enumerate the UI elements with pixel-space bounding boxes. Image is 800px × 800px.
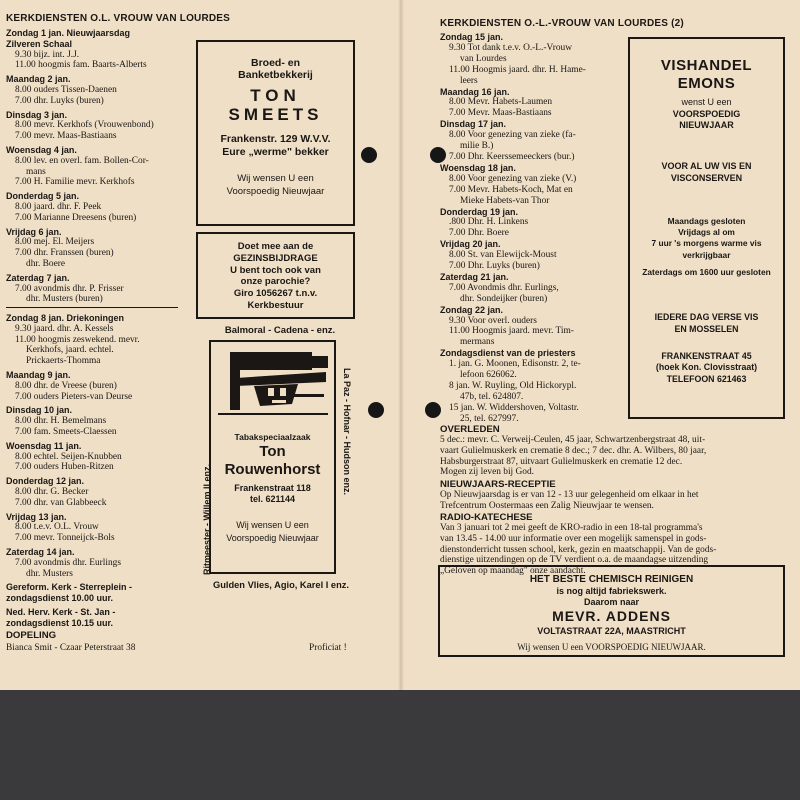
schedule-entry: 7.00 dhr. Luyks (buren)	[15, 95, 104, 106]
schedule-entry: 8.00 Voor genezing van zieke (fa-	[449, 130, 576, 141]
ad-vis-line: VOORSPOEDIG	[672, 108, 741, 119]
ad-vis-line: Vrijdags al om	[678, 226, 735, 237]
text-line: Habsburgerstraat 87, uitvaart Gulielmuskerk en crematie 12 dec.	[440, 456, 683, 467]
schedule-week-3	[440, 32, 586, 425]
ad-vis-line: IEDERE DAG VERSE VIS	[654, 311, 759, 322]
ad-smeets-slogan: Eure „werme" bekker	[222, 146, 329, 158]
proficiat-text: Proficiat !	[309, 643, 347, 653]
ad-vis-line: verkrijgbaar	[682, 249, 731, 260]
text-line: Van 3 januari tot 2 mei geeft de KRO-radio in een 18-tal programma's	[440, 523, 703, 533]
ad-addens-wish: Wij wensen U een VOORSPOEDIG NIEUWJAAR.	[517, 642, 706, 652]
divider	[6, 307, 178, 308]
schedule-day-heading: Woensdag 18 jan.	[440, 162, 516, 173]
ad-vis-address: (hoek Kon. Clovisstraat)	[655, 362, 758, 373]
schedule-entry: 47b, tel. 624807.	[460, 391, 524, 402]
hat-smoker-illustration-icon	[214, 348, 332, 420]
schedule-entry: mans	[26, 166, 46, 177]
punch-hole	[425, 402, 441, 418]
schedule-day-heading: Zondag 15 jan.	[440, 32, 504, 42]
ad-vis-line: EN MOSSELEN	[674, 323, 739, 334]
schedule-entry: 7.00 dhr. Franssen (buren)	[15, 248, 114, 259]
schedule-day-heading: zondagsdienst 10.15 uur.	[6, 617, 114, 628]
ad-tabak-right-brands: La Paz - Hofnar - Hudson enz.	[342, 368, 352, 496]
schedule-day-heading: Zilveren Schaal	[6, 38, 73, 49]
schedule-entry: 7.00 Mevr. Maas-Bastiaans	[449, 108, 552, 119]
ad-vis-line: VOOR AL UW VIS EN	[661, 160, 752, 171]
schedule-day-heading: Donderdag 19 jan.	[440, 206, 519, 217]
left-page-title: KERKDIENSTEN O.L. VROUW VAN LOURDES	[6, 13, 231, 24]
ad-tabak-wish: Voorspoedig Nieuwjaar	[226, 533, 319, 543]
ad-vis-line: 7 uur 's morgens warme vis	[651, 238, 762, 249]
ad-vis-line: Zaterdags om 1600 uur gesloten	[642, 267, 771, 278]
ad-smeets-wish: Wij wensen U een	[237, 173, 314, 184]
ad-mevr-addens	[438, 565, 785, 657]
text-line: Trefcentrum Oostermaas een Zalig Nieuwjaar te wensen.	[440, 500, 654, 511]
schedule-entry: 8.00 lev. en overl. fam. Bollen-Cor-	[15, 155, 149, 166]
schedule-day-heading: zondagsdienst 10.00 uur.	[6, 593, 114, 604]
schedule-entry: 9.30 jaard. dhr. A. Kessels	[15, 323, 114, 334]
ad-bijdrage-line: onze parochie?	[240, 276, 311, 288]
ad-vis-phone: TELEFOON 621463	[666, 373, 747, 384]
ad-tabak-left-brands: Ritmeester - Willem II enz.	[202, 464, 212, 575]
schedule-entry: 8.00 mevr. Kerkhofs (Vrouwenbond)	[15, 120, 154, 131]
schedule-day-heading: Zaterdag 7 jan.	[6, 272, 70, 283]
ad-bijdrage-line: Kerkbestuur	[247, 299, 304, 311]
schedule-entry: dhr. Boere	[26, 258, 66, 269]
schedule-entry: 8.00 jaard. dhr. F. Peek	[15, 201, 102, 212]
text-line: „Geloven op maandag" onze aandacht.	[440, 566, 586, 577]
ad-vis-line: VISCONSERVEN	[670, 172, 743, 183]
ad-bijdrage-line: U bent toch ook van	[230, 264, 321, 276]
radio-heading: RADIO-KATECHESE	[440, 512, 533, 523]
schedule-week-1	[6, 28, 154, 305]
schedule-entry: 7.00 avondmis dhr. P. Frisser	[15, 283, 124, 294]
ad-smeets-wish: Voorspoedig Nieuwjaar	[226, 186, 325, 197]
ad-tabak-bottom-brands: Gulden Vlies, Agio, Karel I enz.	[212, 580, 350, 590]
schedule-entry: 7.00 Mevr. Habets-Koch, Mat en	[449, 184, 573, 195]
schedule-entry: 11.00 hoogmis fam. Baarts-Alberts	[15, 60, 147, 71]
schedule-entry: 15 jan. W. Widdershoven, Voltastr.	[449, 402, 579, 413]
schedule-entry: 8.00 echtel. Seijen-Knubben	[15, 451, 122, 462]
schedule-entry: milie B.)	[460, 141, 494, 152]
schedule-entry: 7.00 Dhr. Luyks (buren)	[449, 261, 540, 272]
ad-tabak-address: Frankenstraat 118	[234, 483, 311, 493]
schedule-day-heading: Maandag 2 jan.	[6, 74, 71, 85]
schedule-entry: mermans	[460, 337, 495, 348]
schedule-entry: Mieke Habets-van Thor	[460, 195, 550, 206]
schedule-entry: dhr. Musters (buren)	[26, 294, 103, 305]
schedule-entry: 9.30 Voor overl. ouders	[449, 315, 537, 326]
ad-vis-name: EMONS	[677, 75, 736, 92]
ad-addens-line: Daarom naar	[583, 597, 640, 607]
schedule-day-heading: Ned. Herv. Kerk - St. Jan -	[6, 606, 116, 617]
ad-bijdrage-line: Giro 1056267 t.n.v.	[233, 288, 318, 300]
schedule-entry: 7.00 mevr. Maas-Bastiaans	[15, 131, 117, 142]
schedule-entry: 9.30 Tot dank t.e.v. O.-L.-Vrouw	[449, 42, 572, 53]
schedule-day-heading: Maandag 16 jan.	[440, 86, 510, 97]
text-line: van 13.45 - 14.00 uur informatie over een mogelijk samenspel in gods-	[440, 533, 707, 544]
schedule-entry: 7.00 Marianne Dreesens (buren)	[15, 212, 137, 223]
punch-hole	[368, 402, 384, 418]
schedule-day-heading: Zaterdag 14 jan.	[6, 546, 75, 557]
schedule-day-heading: Zondag 8 jan. Driekoningen	[6, 313, 125, 323]
overleden-text	[440, 435, 706, 478]
ad-bijdrage-line: Doet mee aan de	[237, 241, 314, 252]
ad-vishandel-emons	[628, 37, 785, 419]
schedule-entry: 7.00 Avondmis dhr. Eurlings,	[449, 282, 559, 293]
schedule-entry: 8.00 t.e.v. O.L. Vrouw	[15, 522, 99, 533]
schedule-day-heading: Dinsdag 17 jan.	[440, 119, 507, 130]
ad-vis-line: Maandags gesloten	[667, 215, 746, 226]
ad-smeets-name: TON	[250, 86, 301, 105]
text-line: dienstonderricht tussen school, kerk, gezin en maatschappij. Van de gods-	[440, 544, 717, 555]
schedule-entry: dhr. Sondeijker (buren)	[460, 293, 548, 304]
schedule-entry: 7.00 ouders Pieters-van Deurse	[15, 391, 133, 402]
schedule-day-heading: Maandag 9 jan.	[6, 369, 71, 380]
schedule-week-2	[6, 313, 140, 629]
dopeling-text: Bianca Smit - Czaar Peterstraat 38	[6, 643, 136, 653]
schedule-day-heading: Zondag 1 jan. Nieuwjaarsdag	[6, 28, 131, 38]
ad-vis-address: FRANKENSTRAAT 45	[661, 350, 752, 361]
ad-tabak-rouwenhorst	[209, 340, 336, 574]
schedule-entry: lefoon 626062.	[460, 370, 517, 381]
schedule-day-heading: Vrijdag 6 jan.	[6, 226, 62, 237]
schedule-day-heading: Donderdag 12 jan.	[6, 476, 85, 487]
schedule-entry: Prickaerts-Thomma	[26, 356, 101, 367]
schedule-entry: 8.00 Voor genezing van zieke (V.)	[449, 173, 577, 184]
schedule-entry: 7.00 avondmis dhr. Eurlings	[15, 557, 121, 568]
page-fold	[398, 0, 404, 690]
ad-vis-line: wenst U een	[681, 97, 732, 107]
schedule-entry: 7.00 fam. Smeets-Claessen	[15, 426, 117, 437]
receptie-heading: NIEUWJAARS-RECEPTIE	[440, 479, 556, 490]
text-line: dienstige uitzendingen op de TV verdient o.a. de maandagse uitzending	[440, 555, 709, 566]
schedule-day-heading: Zondagsdienst van de priesters	[440, 348, 576, 359]
dopeling-heading: DOPELING	[6, 630, 57, 641]
right-page-title: KERKDIENSTEN O.-L.-VROUW VAN LOURDES (2)	[440, 18, 684, 29]
ad-gezinsbijdrage	[196, 232, 355, 319]
schedule-entry: 9.30 bijz. int. J.J.	[15, 49, 80, 60]
schedule-day-heading: Dinsdag 10 jan.	[6, 405, 73, 416]
ad-addens-address: VOLTASTRAAT 22A, MAASTRICHT	[537, 626, 686, 636]
schedule-day-heading: Zondag 22 jan.	[440, 304, 504, 315]
schedule-entry: 7.00 Dhr. Boere	[449, 228, 509, 239]
schedule-entry: 25, tel. 627997.	[460, 413, 519, 424]
ad-vis-name: VISHANDEL	[660, 57, 753, 74]
schedule-entry: 8 jan. W. Ruyling, Old Hickorypl.	[449, 381, 577, 391]
schedule-entry: 11.00 Hoogmis jaard. dhr. H. Hame-	[449, 64, 586, 75]
ad-smeets-name: SMEETS	[228, 105, 323, 124]
schedule-entry: 8.00 ouders Tissen-Daenen	[15, 84, 117, 95]
schedule-entry: 8.00 dhr. H. Bemelmans	[15, 416, 107, 427]
ad-tabak-phone: tel. 621144	[249, 494, 296, 504]
schedule-entry: 11.00 Hoogmis jaard. mevr. Tim-	[449, 326, 574, 337]
ad-tabak-name: Rouwenhorst	[224, 461, 321, 478]
schedule-entry: 11.00 hoogmis zeswekend. mevr.	[15, 334, 140, 345]
schedule-entry: Kerkhofs, jaard. echtel.	[26, 345, 114, 356]
schedule-entry: 1. jan. G. Moonen, Edisonstr. 2, te-	[449, 359, 581, 370]
ad-smeets-line: Banketbekkerij	[238, 69, 313, 81]
schedule-entry: .800 Dhr. H. Linkens	[449, 217, 529, 228]
schedule-day-heading: Vrijdag 20 jan.	[440, 239, 501, 250]
schedule-entry: 8.00 dhr. de Vreese (buren)	[15, 380, 117, 391]
schedule-day-heading: Vrijdag 13 jan.	[6, 511, 67, 522]
ad-tabak-line: Tabakspeciaalzaak	[234, 432, 311, 442]
punch-hole	[361, 147, 377, 163]
ad-tabak-name: Ton	[259, 443, 286, 460]
text-line: 5 dec.: mevr. C. Verweij-Ceulen, 45 jaar, Schwartzenbergstraat 48, uit-	[440, 435, 706, 445]
schedule-entry: leers	[460, 75, 478, 86]
ad-tabak-top-brands: Balmoral - Cadena - enz.	[224, 325, 336, 336]
schedule-day-heading: Gereform. Kerk - Sterreplein -	[6, 582, 133, 593]
schedule-entry: 8.00 Mevr. Habets-Laumen	[449, 97, 553, 108]
schedule-entry: 8.00 mej. El. Meijers	[15, 237, 95, 248]
schedule-entry: 8.00 St. van Elewijck-Moust	[449, 250, 557, 261]
ad-smeets-line: Broed- en	[250, 57, 300, 69]
schedule-day-heading: Woensdag 11 jan.	[6, 440, 82, 451]
schedule-entry: 8.00 dhr. G. Becker	[15, 486, 89, 497]
ad-addens-name: MEVR. ADDENS	[552, 608, 671, 624]
schedule-entry: 7.00 H. Familie mevr. Kerkhofs	[15, 177, 135, 188]
receptie-text	[440, 490, 699, 512]
schedule-entry: 7.00 mevr. Tonneijck-Bols	[15, 533, 115, 544]
schedule-day-heading: Zaterdag 21 jan.	[440, 271, 509, 282]
ad-vis-line: NIEUWJAAR	[679, 120, 734, 130]
ad-smeets-address: Frankenstr. 129 W.V.V.	[220, 133, 331, 145]
text-line: Mogen zij leven bij God.	[440, 467, 534, 478]
ad-bijdrage-line: GEZINSBIJDRAGE	[233, 252, 318, 264]
text-line: Op Nieuwjaarsdag is er van 12 - 13 uur gelegenheid om elkaar in het	[440, 490, 699, 500]
ad-addens-line: HET BESTE CHEMISCH REINIGEN	[529, 574, 694, 585]
schedule-day-heading: Dinsdag 3 jan.	[6, 109, 68, 120]
schedule-day-heading: Woensdag 4 jan.	[6, 144, 77, 155]
ad-tabak-wish: Wij wensen U een	[236, 520, 309, 530]
ad-addens-line: is nog altijd fabriekswerk.	[556, 586, 667, 596]
schedule-entry: van Lourdes	[460, 53, 507, 64]
text-line: vaart Gulielmuskerk en crematie 8 dec.; 7 dec. dhr. A. Wilbers, 80 jaar,	[440, 445, 707, 456]
overleden-heading: OVERLEDEN	[440, 424, 500, 435]
schedule-entry: 7.00 ouders Huben-Ritzen	[15, 462, 114, 473]
schedule-entry: dhr. Musters	[26, 568, 73, 579]
schedule-entry: 7.00 dhr. van Glabbeeck	[15, 497, 107, 508]
schedule-entry: 7.00 Dhr. Keerssemeeckers (bur.)	[449, 151, 575, 162]
ad-ton-smeets	[196, 40, 355, 226]
schedule-day-heading: Donderdag 5 jan.	[6, 191, 80, 202]
